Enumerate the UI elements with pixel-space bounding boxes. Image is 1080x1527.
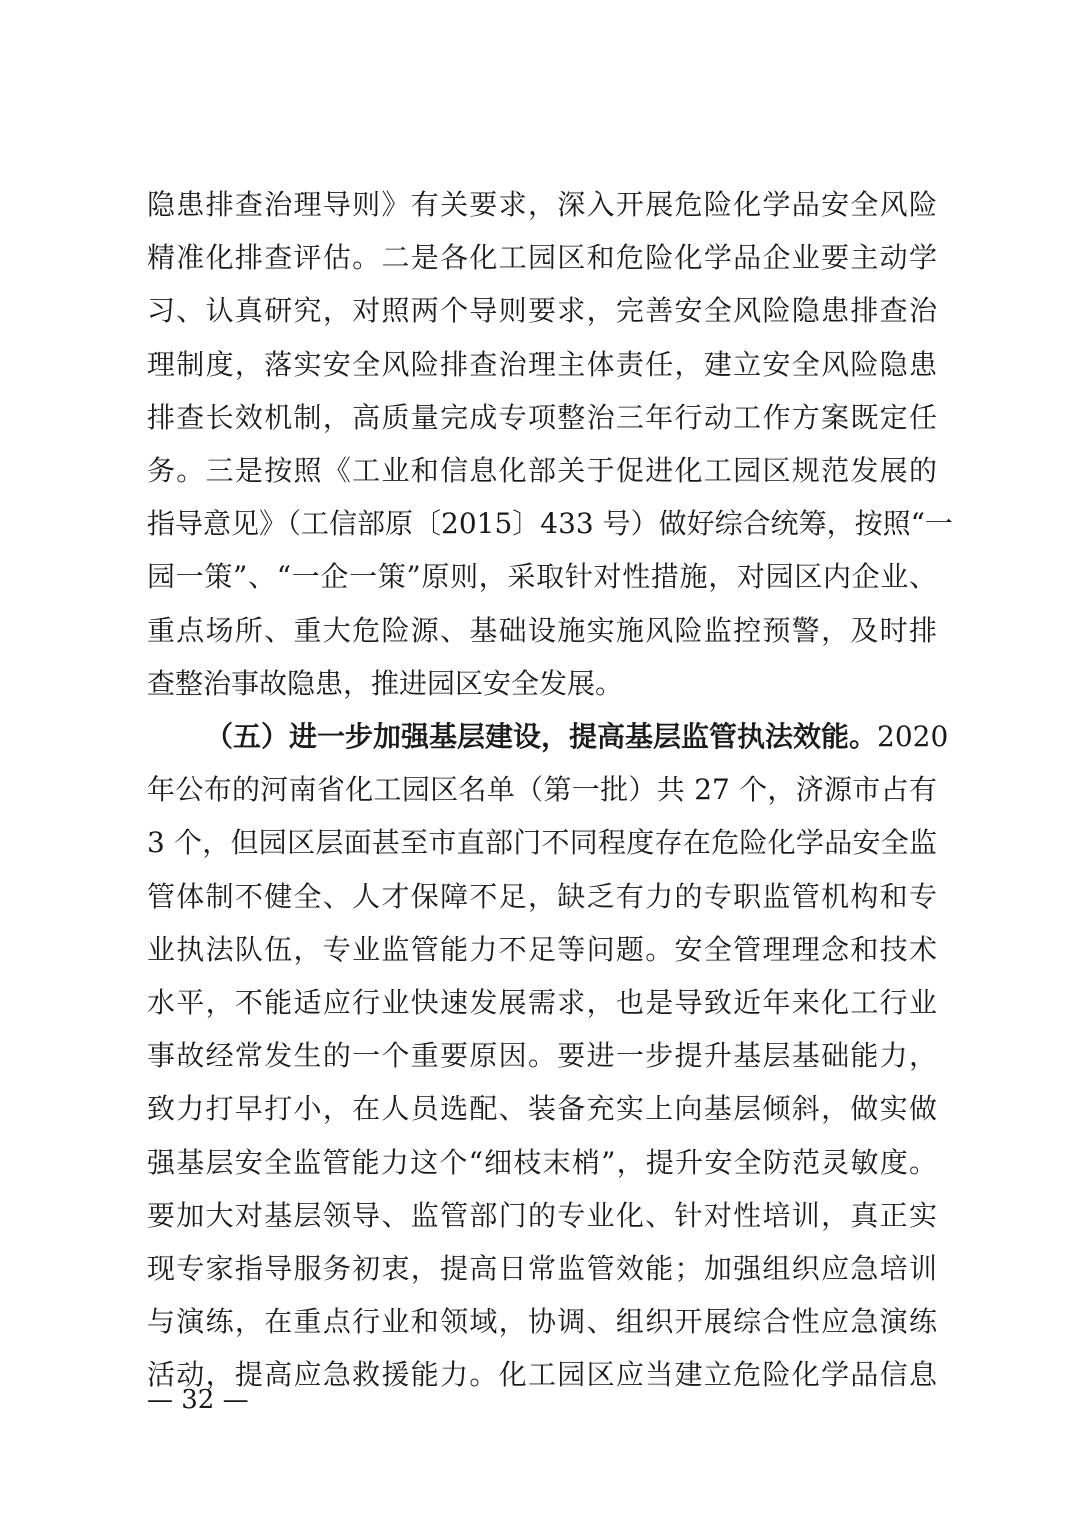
text-line: 园一策”、“一企一策”原则，采取针对性措施，对园区内企业、 [147,560,937,594]
text-line: 务。三是按照《工业和信息化部关于促进化工园区规范发展的 [147,453,937,487]
paragraph-grassroots-construction [147,710,949,1401]
text-line: 指导意见》（工信部原〔2015〕433 号）做好综合统筹，按照“一 [147,507,953,541]
text-line: 习、认真研究，对照两个导则要求，完善安全风险隐患排查治 [147,294,937,328]
text-line: 活动，提高应急救援能力。化工园区应当建立危险化学品信息 [147,1358,937,1392]
text-line: 查整治事故隐患，推进园区安全发展。 [147,666,624,700]
text-line: 隐患排查治理导则》有关要求，深入开展危险化学品安全风险 [147,188,937,221]
text-line: 要加大对基层领导、监管部门的专业化、针对性培训，真正实 [147,1198,937,1232]
text-run: 2020 [877,720,949,753]
text-line: 精准化排查评估。二是各化工园区和危险化学品企业要主动学 [147,241,937,275]
text-line: 重点场所、重大危险源、基础设施实施风险监控预警，及时排 [147,613,937,647]
text-line: 强基层安全监管能力这个“细枝末梢”，提升安全防范灵敏度。 [147,1145,937,1179]
section-heading-line [147,710,949,763]
text-line: 事故经常发生的一个重要原因。要进一步提升基层基础能力， [147,1039,937,1073]
paragraph-hazard-inspection [147,178,953,710]
section-heading: （五）进一步加强基层建设，提高基层监管执法效能。 [205,720,878,753]
text-line: 业执法队伍，专业监管能力不足等问题。安全管理理念和技术 [147,932,937,966]
text-line: 管体制不健全、人才保障不足，缺乏有力的专职监管机构和专 [147,879,937,913]
text-line: 水平，不能适应行业快速发展需求，也是导致近年来化工行业 [147,985,937,1019]
text-line: 理制度，落实安全风险排查治理主体责任，建立安全风险隐患 [147,347,937,381]
text-line: 年公布的河南省化工园区名单（第一批）共 27 个，济源市占有 [147,773,937,807]
text-line: 现专家指导服务初衷，提高日常监管效能；加强组织应急培训 [147,1251,937,1285]
page-number: — 32 — [147,1385,249,1415]
text-line: 3 个，但园区层面甚至市直部门不同程度存在危险化学品安全监 [147,826,937,860]
text-line: 致力打早打小，在人员选配、装备充实上向基层倾斜，做实做 [147,1092,937,1126]
text-line: 排查长效机制，高质量完成专项整治三年行动工作方案既定任 [147,400,937,434]
text-line: 与演练，在重点行业和领域，协调、组织开展综合性应急演练 [147,1305,937,1339]
